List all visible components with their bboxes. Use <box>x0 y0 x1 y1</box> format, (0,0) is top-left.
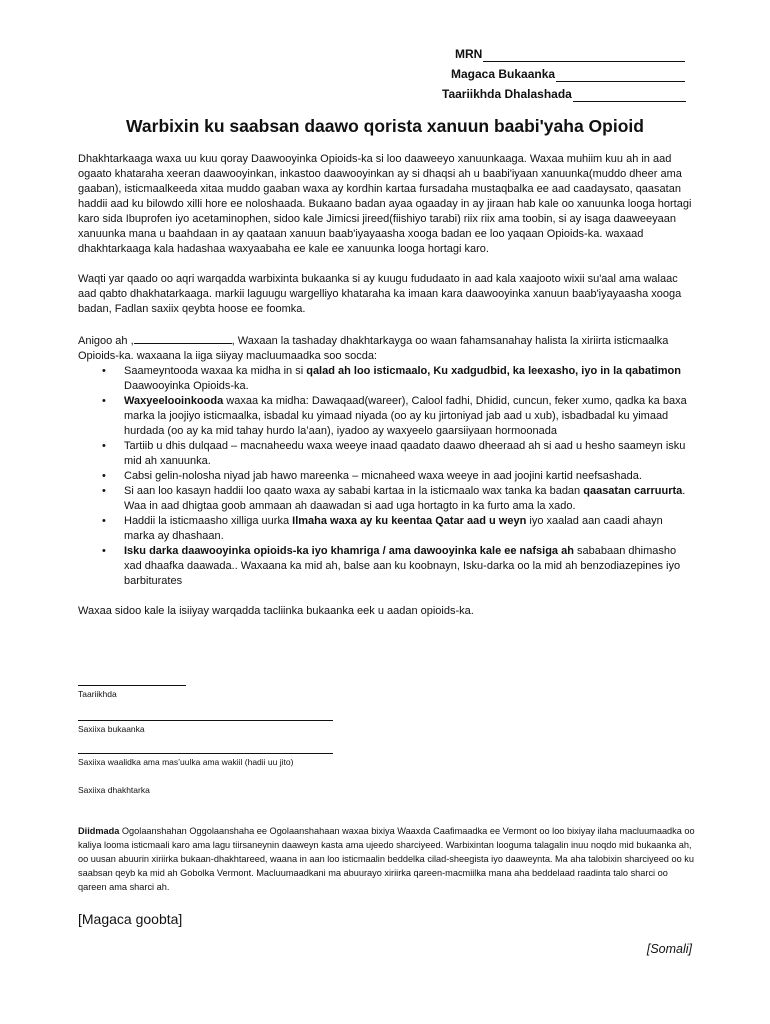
bullet-icon: • <box>102 365 106 377</box>
patient-name-label: Magaca Bukaanka <box>451 67 556 81</box>
disclaimer-text: Diidmada Ogolaanshahan Oggolaanshaha ee Ogolaanshahaan waxaa bixiya Waaxda Caafimaadka ee Vermont oo loo bixiyay ilaha macluumaadka oo kaliya looma isticmaali karo ama lagu tiirsaneynin daaweyn kasta ama ujeedo sharciyeed. Warbixintan looguma talagalin inuu noqdo mid bukaanka ah, oo uusan abuurin xiriirka bukaan-dhakhtareed, waana in aan loo isticmaalin beddelka cilad-sheegista iyo daaweynta. Ma aha talobixin sharciyeed oo ku saabsan qeyb ka mid ah Gobolka Vermont. Macluumaadkani ma abuurayo xiriirka qareen-macmiilka mana aha beddelaad raadinta talo sharci oo qareen ama sharci ah. <box>78 826 695 892</box>
bullet-icon: • <box>102 515 106 527</box>
date-signature-line[interactable] <box>78 685 186 686</box>
list-item: • Si aan loo kasayn haddii loo qaato waxa ay sababi kartaa in la isticmaalo wax tanka ka badan qaasatan carruurta. Waa in aad dhigtaa goob ammaan ah daawadan si aad uga hortagto in ka furto ama la xado. <box>102 485 686 512</box>
bullet-icon: • <box>102 485 106 497</box>
bullet-icon: • <box>102 545 106 557</box>
instructions-paragraph: Waqti yar qaado oo aqri warqadda warbixinta bukaanka si ay kuugu fududaato in aad kala xaajooto wixii su'aal ama walaac aad qabto dhakhatarkaaga. markii laguugu wargelliyo khataraha ka imaan kara daawooyinka xanuun baab'iyayaasha xooga badan, Fadlan saxiix qeybta hoose ee foomka. <box>78 273 682 315</box>
list-item: • Haddii la isticmaasho xilliga uurka Ilmaha waxa ay ku keentaa Qatar aad u weyn iyo xaalad aan caadi ahayn marka ay dhashaan. <box>102 515 663 542</box>
closing-statement: Waxaa sidoo kale la isiiyay warqadda tacliinka bukaanka eek u aadan opioids-ka. <box>78 605 474 617</box>
mrn-field[interactable] <box>483 49 685 62</box>
document-title: Warbixin ku saabsan daawo qorista xanuun baabi'yaha Opioid <box>126 116 644 136</box>
list-item: • Cabsi gelin-nolosha niyad jab hawo mareenka – micnaheed waxa weeye in aad joojini kartid neefsashada. <box>102 470 642 482</box>
patient-name-blank[interactable] <box>134 332 232 344</box>
doctor-signature-label: Saxiixa dhakhtarka <box>78 785 150 795</box>
mrn-label: MRN <box>455 47 483 61</box>
acknowledgement-statement: Anigoo ah , , Waxaan la tashaday dhakhtarkayga oo waan fahamsanahay halista la xiriirta isticmaalka Opioids-ka. waxaana la iiga siiyay macluumaadka soo socda: <box>78 332 692 364</box>
risk-list <box>78 364 692 589</box>
patient-name-field[interactable] <box>556 69 685 82</box>
disclaimer-heading: Diidmada <box>78 826 120 836</box>
list-item: • Saameyntooda waxaa ka midha in si qalad ah loo isticmaalo, Ku xadgudbid, ka leexasho, iyo in la qabatimon Daawooyinka Opioids-ka. <box>102 365 681 392</box>
patient-signature-line[interactable] <box>78 720 333 721</box>
bullet-icon: • <box>102 440 106 452</box>
language-label: [Somali] <box>646 942 692 956</box>
date-label: Taariikhda <box>78 689 117 699</box>
intro-paragraph: Dhakhtarkaaga waxa uu kuu qoray Daawooyinka Opioids-ka si loo daaweeyo xanuunkaaga. Waxaa muhiim kuu ah in aad ogaato khataraha xeeran daawooyinkan, inkastoo daawooyinkan ay si dhaqsi ah u baabi'iyaan xanuunka(muddo dheer ama gaaban), isticmaalkeeda xitaa muddo gaaban waxa ay kordhin kartaa fursadaha mustaqbalka ee aad caadaysato, qaasatan haddii aad ku bilowdo xilli hore ee noloshaada. Bukaano badan ayaa ogaaday in ay jiraan hab kale oo xanuunka looga hortagi karo sida Ibuprofen iyo acetaminophen, sidoo kale Jimicsi jireed(fiishiyo tarabi) riix riix ama toobin, si ay isaga daaweeyaan xanuunka mana u baahdaan in ay qaataan xanuun baab'iyayaasha xooga badan ee loo yaqaan Opioids-ka. waxaad dhakhtarkaaga kala hadashaa waxyaabaha ee kale ee xanuunka looga hortagi karo. <box>78 153 692 255</box>
guardian-signature-label: Saxiixa waalidka ama mas’uulka ama wakiil (hadii uu jito) <box>78 757 294 767</box>
patient-header-fields <box>440 42 700 102</box>
guardian-signature-line[interactable] <box>78 753 333 754</box>
bullet-icon: • <box>102 470 106 482</box>
document-body <box>78 152 692 619</box>
list-item: • Isku darka daawooyinka opioids-ka iyo khamriga / ama dawooyinka kale ee nafsiga ah sababaan dhimasho xad dhaafka daawada.. Waxaana ka mid ah, balse aan ku koobnayn, Isku-darka oo la mid ah benzodiazepines iyo barbiturates <box>102 545 681 587</box>
birth-date-label: Taariikhda Dhalashada <box>442 87 572 101</box>
facility-name-placeholder: [Magaca goobta] <box>78 911 183 927</box>
bullet-icon: • <box>102 395 106 407</box>
birth-date-field[interactable] <box>573 89 686 102</box>
list-item: • Waxyeelooinkooda waxaa ka midha: Dawaqaad(wareer), Calool fadhi, Dhidid, cuncun, feker xumo, qadka ka baxa marka la joojiyo isticmaalka, isbadal ku yimaad niyada (oo ay ku jirtoniyad jab aad u xub), isbadbadal ku yimaad hurdada (oo ay ka mid tahay hurdo la’aan), iyadoo ay waxyeelo gaarsiiyaan hormoonada <box>102 395 687 437</box>
signature-block <box>78 685 378 796</box>
patient-signature-label: Saxiixa bukaanka <box>78 724 145 734</box>
list-item: • Tartiib u dhis dulqaad – macnaheedu waxa weeye inaad qaadato daawo dheeraad ah si aad u hesho saameyn isku mid ah xanuunka. <box>102 440 686 467</box>
